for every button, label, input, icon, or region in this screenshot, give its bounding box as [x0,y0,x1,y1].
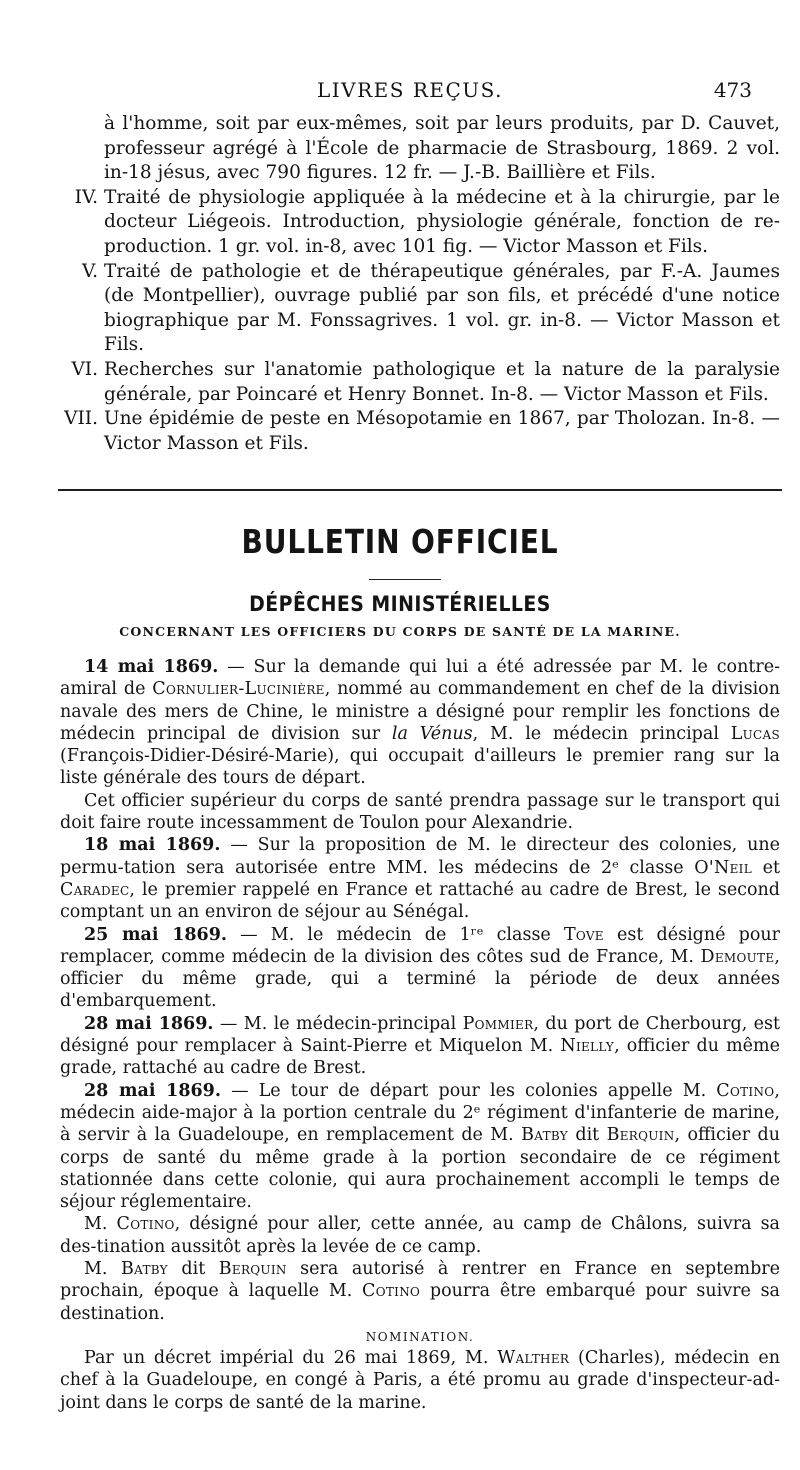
dispatch-text: , du port de Cherbourg, est désigné pour remplacer à Saint-Pierre et Miquelon M. [60,1013,781,1057]
running-head [60,78,760,108]
person-name: Cotino [116,1214,175,1235]
book-entry-numeral: V. [81,260,98,282]
person-name: Tove [563,924,604,945]
person-name: O'Neil [694,857,752,878]
book-entry [60,407,780,456]
book-entry-numeral: IV. [74,186,98,208]
book-entry [60,186,780,260]
dispatch-text: dit [568,1125,607,1146]
dispatch-text: , désigné pour aller, cette année, au camp de Châlons, suivra sa des-tination aussitôt après la levée de ce camp. [60,1214,780,1257]
dispatch-text: , officier du même grade, rattaché au cadre de Brest. [60,1036,780,1079]
person-name: Cotino [362,1281,421,1302]
person-name: Batby [521,1125,569,1146]
dispatch-text: — M. le médecin-principal [213,1013,463,1034]
dispatch-date: 14 mai 1869. [84,657,219,677]
dispatch-text: M. [84,1214,117,1235]
bulletin-title: BULLETIN OFFICIEL [241,522,559,561]
dispatch-text: , officier du corps de santé du même grade à la portion secondaire de ce régiment stationnée dans cette colonie, qui aura prochainement accompli le temps de séjour réglementaire. [60,1125,780,1213]
book-entry [60,358,780,407]
book-entry-text: Traité de physiologie appliquée à la médecine et à la chirurgie, par le docteur Liégeois. Introduction, physiologie générale, fonction de re-production. 1 gr. vol. in-8, avec 101 fig. — Victor Masson et Fils. [104,186,780,257]
dispatch-text: M. [84,1259,121,1280]
running-title: LIVRES REÇUS. [316,78,503,102]
person-name: Lucas [730,723,780,744]
dispatch-paragraph [60,1258,780,1325]
dispatch-text: , médecin aide-major à la portion centrale du 2ᵉ régiment d'infanterie de marine, à servir à la Guadeloupe, en remplacement de M. [60,1080,780,1146]
person-name: Pommier [462,1013,534,1034]
ship-name: la Vénus [391,723,473,744]
dispatch-text: pourra être embarqué pour suivre sa destination. [60,1281,780,1324]
person-name: Walther [497,1347,570,1368]
dispatch-date: 25 mai 1869. [84,924,227,945]
dispatch-text: sera autorisé à rentrer en France en septembre prochain, époque à laquelle M. [60,1259,781,1302]
dispatch-paragraph [60,1213,780,1258]
dispatch-text: est désigné pour remplacer, comme médecin de la division des côtes sud de France, M. [60,924,781,967]
book-entry [60,260,780,358]
dispatch-text: , M. le médecin principal [472,723,731,744]
person-name: Demoute [700,946,775,967]
nomination-heading: NOMINATION. [365,1329,475,1344]
dispatch-text: — Sur la proposition de M. le directeur des colonies, une permu-tation sera autorisée entre MM. les médecins de 2ᵉ classe [60,835,781,878]
dispatch-paragraph [60,924,780,1013]
dispatch-text: — M. le médecin de 1ʳᵉ classe [227,924,564,945]
person-name: Cotino [716,1080,775,1101]
book-entry-text: à l'homme, soit par eux-mêmes, soit par leurs produits, par D. Cauvet, professeur agrégé à l'École de pharmacie de Strasbourg, 1869. 2 vol. in-18 jésus, avec 790 figures. 12 fr. — J.-B. Baillière et Fils. [104,113,780,184]
dispatch-text: dit [167,1259,219,1280]
dispatch-text: — Le tour de départ pour les colonies appelle M. [220,1080,717,1101]
book-entry-text: Recherches sur l'anatomie pathologique et la nature de la paralysie générale, par Poincaré et Henry Bonnet. In-8. — Victor Masson et Fils. [104,358,780,405]
dispatch-paragraph [60,1013,780,1080]
section-subheading: CONCERNANT LES OFFICIERS DU CORPS DE SANTÉ DE LA MARINE. [119,624,681,639]
book-entry-numeral: VI. [71,358,98,380]
title-rule [369,579,441,580]
dispatch-text: , nommé au commandement en chef de la division navale des mers de Chine, le ministre a désigné pour remplir les fonctions de médecin principal de division sur [60,679,780,744]
dispatch-text: et [752,857,780,878]
section-heading: DÉPÊCHES MINISTÉRIELLES [249,592,551,616]
person-name: Batby [120,1259,168,1280]
person-name: Cornulier-Lucinière [152,679,325,700]
dispatch-paragraph: Cet officier supérieur du corps de santé prendra passage sur le transport qui doit faire route incessamment de Toulon pour Alexandrie. [60,790,780,834]
dispatches-body [60,656,780,1414]
book-entry-text: Traité de pathologie et de thérapeutique générales, par F.-A. Jaumes (de Montpellier), ouvrage publié par son fils, et précédé d'une notice biographique par M. Fonssagrives. 1 vol. gr. in-8. — Victor Masson et Fils. [104,260,780,356]
dispatch-text: (Charles), médecin en chef à la Guadeloupe, en congé à Paris, a été promu au grade d'inspecteur-ad-joint dans le corps de santé de la marine. [60,1347,780,1413]
dispatch-text: , officier du même grade, qui a terminé la période de deux années d'embarquement. [60,946,780,1012]
book-entry-carryover [60,112,780,186]
dispatch-text: Par un décret impérial du 26 mai 1869, M. [84,1347,498,1368]
dispatch-paragraph [60,834,780,923]
dispatch-date: 28 mai 1869. [84,1080,221,1101]
dispatch-text: — Sur la demande qui lui a été adressée par M. le contre-amiral de [60,657,781,700]
page-number: 473 [713,78,752,102]
book-entry-text: Une épidémie de peste en Mésopotamie en 1867, par Tholozan. In-8. — Victor Masson et Fils. [104,408,780,454]
person-name: Nielly [560,1036,615,1057]
section-divider [58,489,782,491]
dispatch-text: , le premier rappelé en France et rattaché au cadre de Brest, le second comptant un an environ de séjour au Sénégal. [60,879,780,923]
dispatch-paragraph [60,1347,780,1414]
book-entry-numeral: VII. [64,408,98,430]
dispatch-text: (François-Didier-Désiré-Marie), qui occupait d'ailleurs le premier rang sur la liste générale des tours de départ. [60,746,780,789]
person-name: Berquin [218,1259,287,1280]
person-name: Caradec [60,879,130,900]
dispatch-date: 18 mai 1869. [84,835,221,856]
person-name: Berquin [606,1125,675,1146]
dispatch-paragraph [60,1080,780,1214]
dispatch-date: 28 mai 1869. [84,1013,214,1034]
dispatch-paragraph [60,656,780,790]
received-books-list [60,112,780,456]
